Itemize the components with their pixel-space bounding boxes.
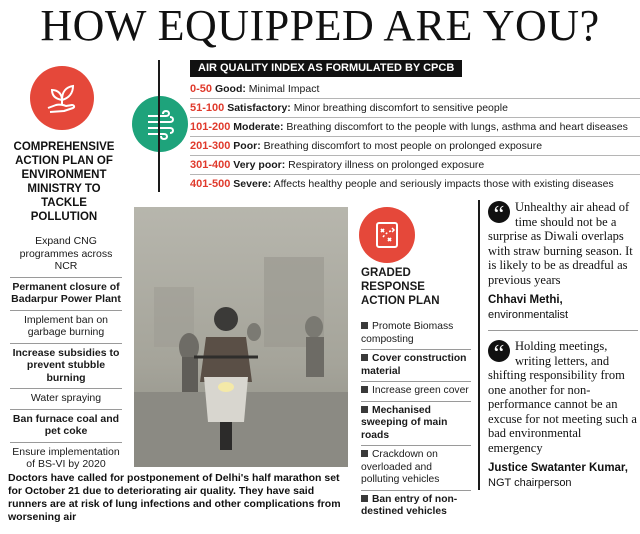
list-item-text: Increase green cover [372,385,469,396]
aqi-row [190,137,640,156]
aqi-level: Very poor: [233,159,286,171]
aqi-level: Good: [214,83,246,95]
quote-author-role: environmentalist [488,308,569,321]
list-item-text: Mechanised sweeping of main roads [361,404,448,441]
quote-mark-icon: “ [488,201,510,223]
list-item-text: Promote Biomass composting [361,321,454,345]
bullet-square-icon [361,495,368,502]
aqi-range: 0-50 [190,83,213,95]
aqi-desc: Minimal Impact [248,83,320,95]
aqi-range: 101-200 [190,121,231,133]
hand-plant-icon [30,66,94,130]
list-item [361,318,471,350]
aqi-table [158,60,640,192]
list-item: Ban furnace coal and pet coke [10,410,122,443]
aqi-range: 51-100 [190,102,225,114]
headline: HOW EQUIPPED ARE YOU? [40,1,600,50]
divider [488,330,638,331]
list-item: Expand CNG programmes across NCR [10,232,122,278]
aqi-level: Severe: [233,178,272,190]
aqi-row [190,156,640,175]
aqi-desc: Breathing discomfort to most people on prolonged exposure [263,140,543,152]
bullet-square-icon [361,322,368,329]
list-item-text: Cover construction material [361,353,467,377]
bullet-square-icon [361,450,368,457]
list-item: Permanent closure of Badarpur Power Plant [10,278,122,311]
aqi-row [190,118,640,137]
photo-caption: Doctors have called for postponement of Delhi's half marathon set for October 21 due to deteriorating air quality. They have said runners are at risk of lung infections and other complications from worsening air [8,472,341,523]
quote-block [488,200,638,322]
graded-plan-list [361,318,471,522]
aqi-row [190,99,640,118]
list-item [361,382,471,402]
aqi-level: Moderate: [233,121,284,133]
aqi-desc: Minor breathing discomfort to sensitive people [293,102,508,114]
list-item [361,350,471,382]
aqi-desc: Affects healthy people and seriously impacts those with existing diseases [273,178,614,190]
bullet-square-icon [361,406,368,413]
bullet-square-icon [361,386,368,393]
aqi-header: AIR QUALITY INDEX AS FORMULATED BY CPCB [190,60,462,77]
quote-text: Unhealthy air ahead of time should not be a surprise as Diwali overlaps with straw burning season. It is likely to be as dreadful as previous years [488,200,633,287]
aqi-range: 301-400 [190,159,231,171]
list-item [361,446,471,491]
quote-text: Holding meetings, writing letters, and shifting responsibility from one another for non-performance cannot be an excuse for not meeting such a bad environmental emergency [488,339,637,455]
quotes-column [478,200,638,490]
quote-author: Chhavi Methi, [488,294,563,306]
list-item-text: Ban entry of non-destined vehicles [361,493,458,517]
smog-photo [134,207,348,467]
aqi-desc: Breathing discomfort to the people with lungs, asthma and heart diseases [286,121,628,133]
list-item: Water spraying [10,389,122,410]
aqi-desc: Respiratory illness on prolonged exposure [288,159,485,171]
list-item [361,491,471,522]
graded-plan-title: GRADED RESPONSE ACTION PLAN [361,267,440,307]
list-item [361,402,471,447]
aqi-level: Satisfactory: [227,102,291,114]
aqi-row [190,80,640,99]
quote-mark-icon: “ [488,340,510,362]
list-item: Ensure implementation of BS-VI by 2020 [12,445,120,470]
quote-author-role: NGT chairperson [488,476,572,489]
list-item: Implement ban on garbage burning [10,311,122,344]
list-item-text: Crackdown on overloaded and polluting vehicles [361,449,440,485]
left-action-list [10,232,122,475]
list-item: Increase subsidies to prevent stubble burning [10,344,122,390]
left-panel-title: COMPREHENSIVE ACTION PLAN OF ENVIRONMENT MINISTRY TO TACKLE POLLUTION [13,141,115,223]
quote-block [488,339,638,490]
aqi-range: 401-500 [190,178,231,190]
aqi-row [190,175,640,193]
aqi-level: Poor: [233,140,261,152]
bullet-square-icon [361,354,368,361]
aqi-range: 201-300 [190,140,231,152]
quote-author: Justice Swatanter Kumar, [488,462,628,474]
flag-checklist-icon [359,207,415,263]
